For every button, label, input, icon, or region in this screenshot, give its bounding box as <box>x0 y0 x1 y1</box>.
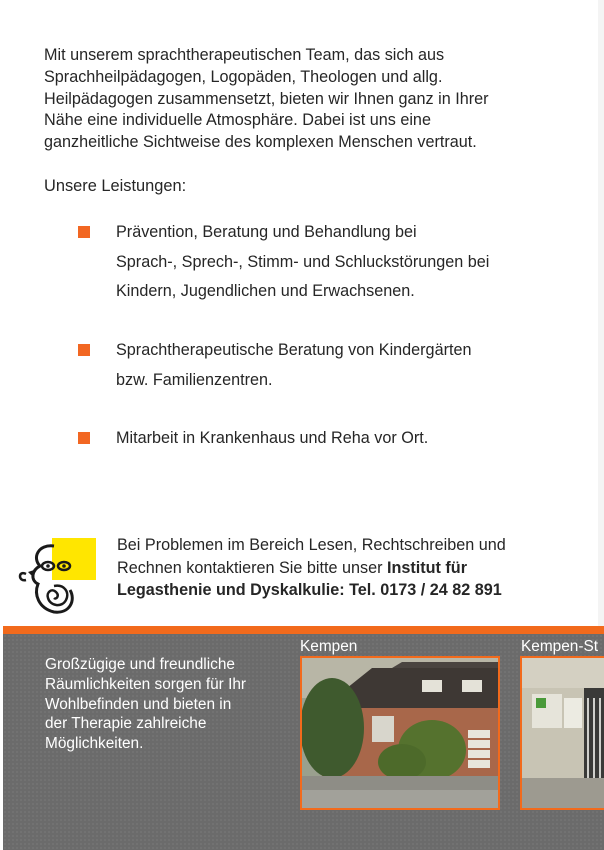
intro-line: Mit unserem sprachtherapeutischen Team, das sich aus <box>44 46 445 64</box>
rooms-text <box>45 655 295 754</box>
photo-kempen-st-entrance <box>520 656 604 810</box>
contact-line <box>117 557 577 580</box>
intro-line: ganzheitliche Sichtweise des komplexen Menschen vertraut. <box>44 133 477 152</box>
rooms-line: Räumlichkeiten sorgen für Ihr <box>45 675 247 693</box>
intro-line: Heilpädagogen zusammensetzt, bieten wir Ihnen ganz in Ihrer <box>44 89 489 108</box>
service-line: bzw. Familienzentren. <box>116 370 273 389</box>
service-line: Sprach-, Sprech-, Stimm- und Schluckstörungen bei <box>116 252 490 271</box>
rooms-line: der Therapie zahlreiche <box>45 715 207 733</box>
square-bullet-icon <box>78 432 90 444</box>
square-bullet-icon <box>78 226 90 238</box>
rooms-line: Großzügige und freundliche <box>45 656 235 673</box>
service-line: Sprachtherapeutische Beratung von Kindergärten <box>116 341 472 359</box>
intro-paragraph <box>44 45 564 154</box>
service-line: Kindern, Jugendlichen und Erwachsenen. <box>116 282 415 300</box>
photo-kempen-building <box>300 656 500 810</box>
intro-line: Sprachheilpädagogen, Logopäden, Theologen und allg. <box>44 67 443 86</box>
contact-note <box>117 534 577 602</box>
rooms-line: Möglichkeiten. <box>45 735 144 753</box>
square-bullet-icon <box>78 344 90 356</box>
institute-name: Institut für <box>386 558 467 577</box>
institute-logo-icon <box>14 536 100 616</box>
service-item <box>78 218 596 307</box>
photo-label-kempen: Kempen <box>300 638 358 655</box>
institute-phone: Legasthenie und Dyskalkulie: Tel. 0173 / 24 82 891 <box>117 581 502 599</box>
service-item <box>78 424 596 454</box>
page-edge <box>598 0 604 626</box>
service-line: Mitarbeit in Krankenhaus und Reha vor Ort. <box>116 429 429 447</box>
intro-line: Nähe eine individuelle Atmosphäre. Dabei ist uns eine <box>44 111 431 130</box>
contact-line: Bei Problemen im Bereich Lesen, Rechtschreiben und <box>117 536 506 554</box>
service-item <box>78 336 596 395</box>
services-heading: Unsere Leistungen: <box>44 177 187 195</box>
photo-label-kempen-st: Kempen-St <box>521 638 598 655</box>
contact-text: Rechnen kontaktieren Sie bitte unser <box>117 558 387 577</box>
contact-line <box>117 579 577 602</box>
service-line: Prävention, Beratung und Behandlung bei <box>116 223 417 241</box>
rooms-line: Wohlbefinden und bieten in <box>45 695 232 713</box>
orange-divider <box>3 626 604 634</box>
